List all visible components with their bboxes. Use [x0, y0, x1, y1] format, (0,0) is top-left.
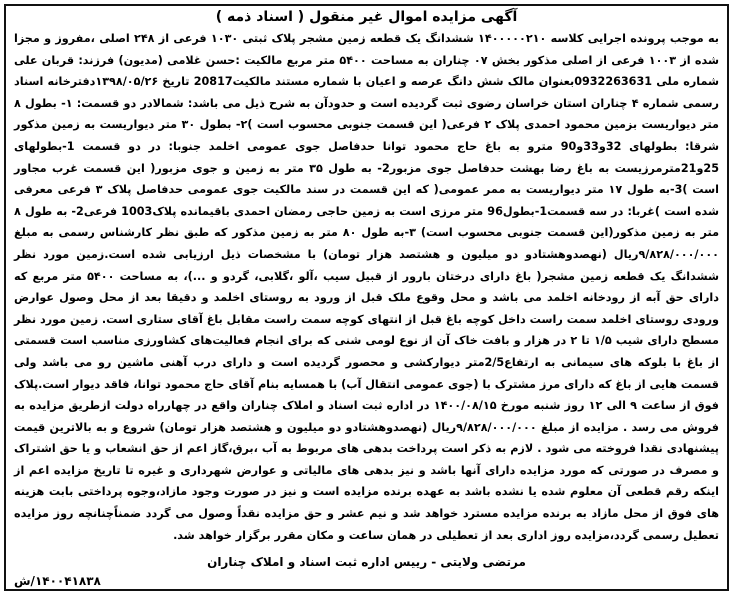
notice-signature: مرتضی ولایتی - رییس اداره ثبت اسناد و املاک چناران: [207, 555, 526, 569]
notice-frame: [4, 4, 729, 591]
notice-paragraph: به موجب پرونده اجرایی کلاسه ۱۴۰۰۰۰۰۲۱۰ ششدانگ یک قطعه زمین مشجر پلاک ثبتی ۱۰۳۰ فرعی از ۲۴۸ اصلی ،مفروز و مجزا شده از ۱۰۰۳ فرعی از اصلی مذکور بخش ۰۷ چناران به مساحت ۵۴۰۰ متر مربع مالکیت :حسن غلامی (مدیون) فرزند: قربان علی شماره ملی 0932263631بعنوان مالک شش دانگ عرصه و اعیان با شماره مستند مالکیت20817 تاریخ ۱۳۹۸/۰۵/۲۶دفترخانه اسناد رسمی شماره ۴ چناران استان خراسان رضوی ثبت گردیده است و حدودآن به شرح ذیل می باشد: شمالادر دو قسمت: ۱- بطول ۸ متر دیواریست بزمین محمود احمدی پلاک ۲ فرعی( این قسمت جنوبی محسوب است )۲- بطول ۳۰ متر دیواریست به زمین مذکور شرقا: بطولهای 32و33و90 مترو به باغ حاج محمود توانا حدفاصل جوی عمومی اخلمد جنوبا: در دو قسمت 1-بطولهای 25و21مترمرزیست به باغ رضا بهشت حدفاصل جوی مزبور2- به طول ۳۵ متر به زمین و جوی مزبور( این قسمت غرب مجاور است )3-به طول ۱۷ متر دیواریست به ممر عمومی( که این قسمت در سند مالکیت جوی عمومی حدفاصل پلاک ۳ فرعی معرفی شده است )غربا: در سه قسمت1-بطول96 متر مرزی است به زمین حاجی رمضان احمدی باقیمانده پلاک1003 فرعی2- به طول ۸ متر به زمین مذکور(این قسمت جنوبی محسوب است) ۳-به طول ۸۰ متر به زمین مذکور که طبق نظر کارشناس رسمی به مبلغ ۹/۸۲۸/۰۰۰/۰۰۰ریال (نهصدوهشتادو دو میلیون و هشتصد هزار تومان) با مشخصات ذیل ارزیابی شده است.زمین مورد نظر ششدانگ یک قطعه زمین مشجر( باغ دارای درختان بارور از قبیل سیب ،آلو ،گلابی، گردو و ...)، به مساحت ۵۴۰۰ متر مربع که دارای حق آبه از رودخانه اخلمد می باشد و محل وقوع ملک قبل از ورود به روستای اخلمد و دقیقا بعد از محل وصول عوارض ورودی روستای اخلمد سمت راست داخل کوچه باغ قبل از انتهای کوچه سمت راست مقابل باغ آقای ستاری است. زمین مورد نظر مسطح دارای شیب ۱/۵ تا ۲ در هزار و بافت خاک آن از نوع لومی شنی که برای انجام فعالیت‌های کشاورزی مناسب است قسمتی از باغ با بلوکه های سیمانی به ارتفاع2/5متر دیوارکشی و محصور گردیده است و دارای درب آهنی ماشین رو می باشد ولی قسمت هایی از باغ که دارای مرز مشترک با (جوی عمومی انتقال آب) با همسایه بنام آقای حاج محمود توانا، فاقد دیوار است.پلاک فوق از ساعت ۹ الی ۱۲ روز شنبه مورخ ۱۴۰۰/۰۸/۱۵ در اداره ثبت اسناد و املاک چناران واقع در چهارراه دولت ازطریق مزایده به فروش می رسد . مزایده از مبلغ ۹/۸۲۸/۰۰۰/۰۰۰ریال (نهصدوهشتادو دو میلیون و هشتصد هزار تومان) شروع و به بالاترین قیمت پیشنهادی نقدا فروخته می شود . لازم به ذکر است پرداخت بدهی های مربوط به آب ،برق،گاز اعم از حق انشعاب و یا حق اشتراک و مصرف در صورتی که مورد مزایده دارای آنها باشد و نیز بدهی های مالیاتی و عوارض شهرداری و غیره تا تاریخ مزایده اعم از اینکه رقم قطعی آن معلوم شده یا نشده باشد به عهده برنده مزایده است و نیز در صورت وجود مازاد،وجوه پرداختی بابت هزینه های فوق از محل مازاد به برنده مزایده مسترد خواهد شد و نیم عشر و حق مزایده نقداً وصول می گردد ضمناًچنانچه روز مزایده تعطیل رسمی گردد،مزایده روز اداری بعد از تعطیلی در همان ساعت و مکان مقرر برگزار خواهد شد.: [14, 32, 719, 542]
notice-code: ۱۴۰۰۴۱۸۳۸/ش: [14, 574, 101, 588]
notice-title: آگهی مزایده اموال غیر منقول ( اسناد ذمه ): [215, 9, 518, 25]
notice-body: [14, 28, 719, 546]
